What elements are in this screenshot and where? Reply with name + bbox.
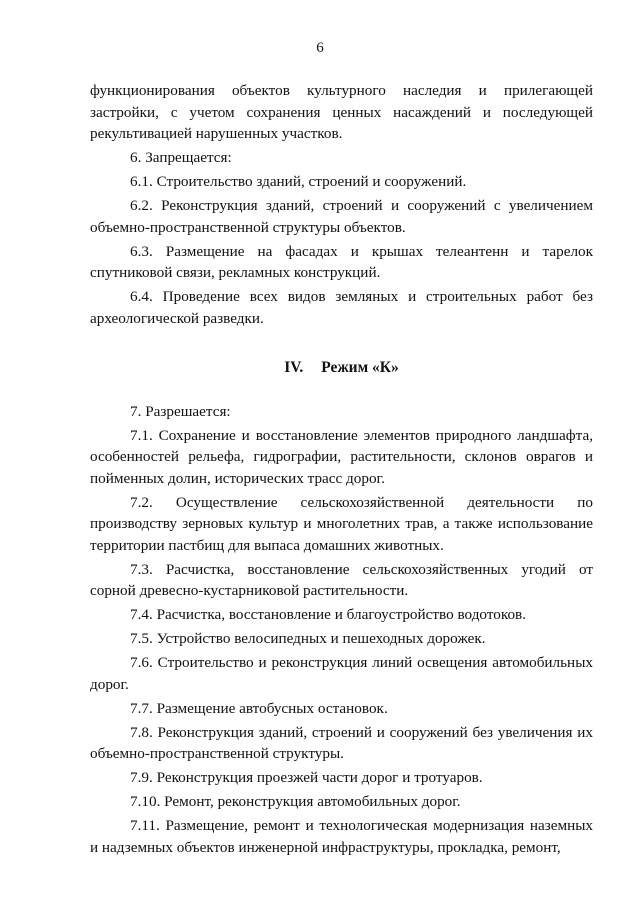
paragraphs-before-heading [90,80,593,329]
paragraph: 7. Разрешается: [130,402,231,420]
paragraph: 7.6. Строительство и реконструкция линий освещения автомобильных дорог. [90,654,593,693]
paragraph: 7.11. Размещение, ремонт и технологическая модернизация наземных и надземных объектов инженерной инфраструктуры, прокладка, ремонт, [90,817,593,856]
paragraph: 6.3. Размещение на фасадах и крышах телеантенн и тарелок спутниковой связи, рекламных конструкций. [90,242,593,281]
paragraph: 6. Запрещается: [130,149,232,166]
section-heading [90,357,593,379]
paragraph: 7.7. Размещение автобусных остановок. [130,699,388,717]
paragraphs-after-heading [90,401,593,859]
paragraph: 6.1. Строительство зданий, строений и сооружений. [130,173,467,190]
paragraph: 6.4. Проведение всех видов земляных и строительных работ без археологической разведки. [90,288,593,327]
paragraph: 7.4. Расчистка, восстановление и благоустройство водотоков. [130,606,527,623]
document-body [90,80,593,861]
paragraph: 7.3. Расчистка, восстановление сельскохозяйственных угодий от сорной древесно-кустарниковой растительности. [90,560,593,599]
paragraph: 7.1. Сохранение и восстановление элементов природного ландшафта, особенностей рельефа, гидрографии, растительности, склонов оврагов и пойменных долин, исторических трасс дорог. [90,426,593,487]
paragraph: функционирования объектов культурного наследия и прилегающей застройки, с учетом сохранения ценных насаждений и последующей рекультивацией нарушенных участков. [90,82,593,142]
paragraph: 7.9. Реконструкция проезжей части дорог и тротуаров. [130,769,483,786]
section-title: Режим «К» [321,359,399,376]
paragraph: 7.5. Устройство велосипедных и пешеходных дорожек. [130,630,486,647]
paragraph: 7.8. Реконструкция зданий, строений и сооружений без увеличения их объемно-пространственной структуры. [90,723,593,762]
paragraph: 7.2. Осуществление сельскохозяйственной деятельности по производству зерновых культур и многолетних трав, а также использование территории пастбищ для выпаса домашних животных. [90,493,593,554]
page-number: 6 [316,40,324,56]
paragraph: 7.10. Ремонт, реконструкция автомобильных дорог. [130,793,461,810]
section-number: IV. [284,359,304,376]
paragraph: 6.2. Реконструкция зданий, строений и сооружений с увеличением объемно-пространственной структуры объектов. [90,197,593,236]
